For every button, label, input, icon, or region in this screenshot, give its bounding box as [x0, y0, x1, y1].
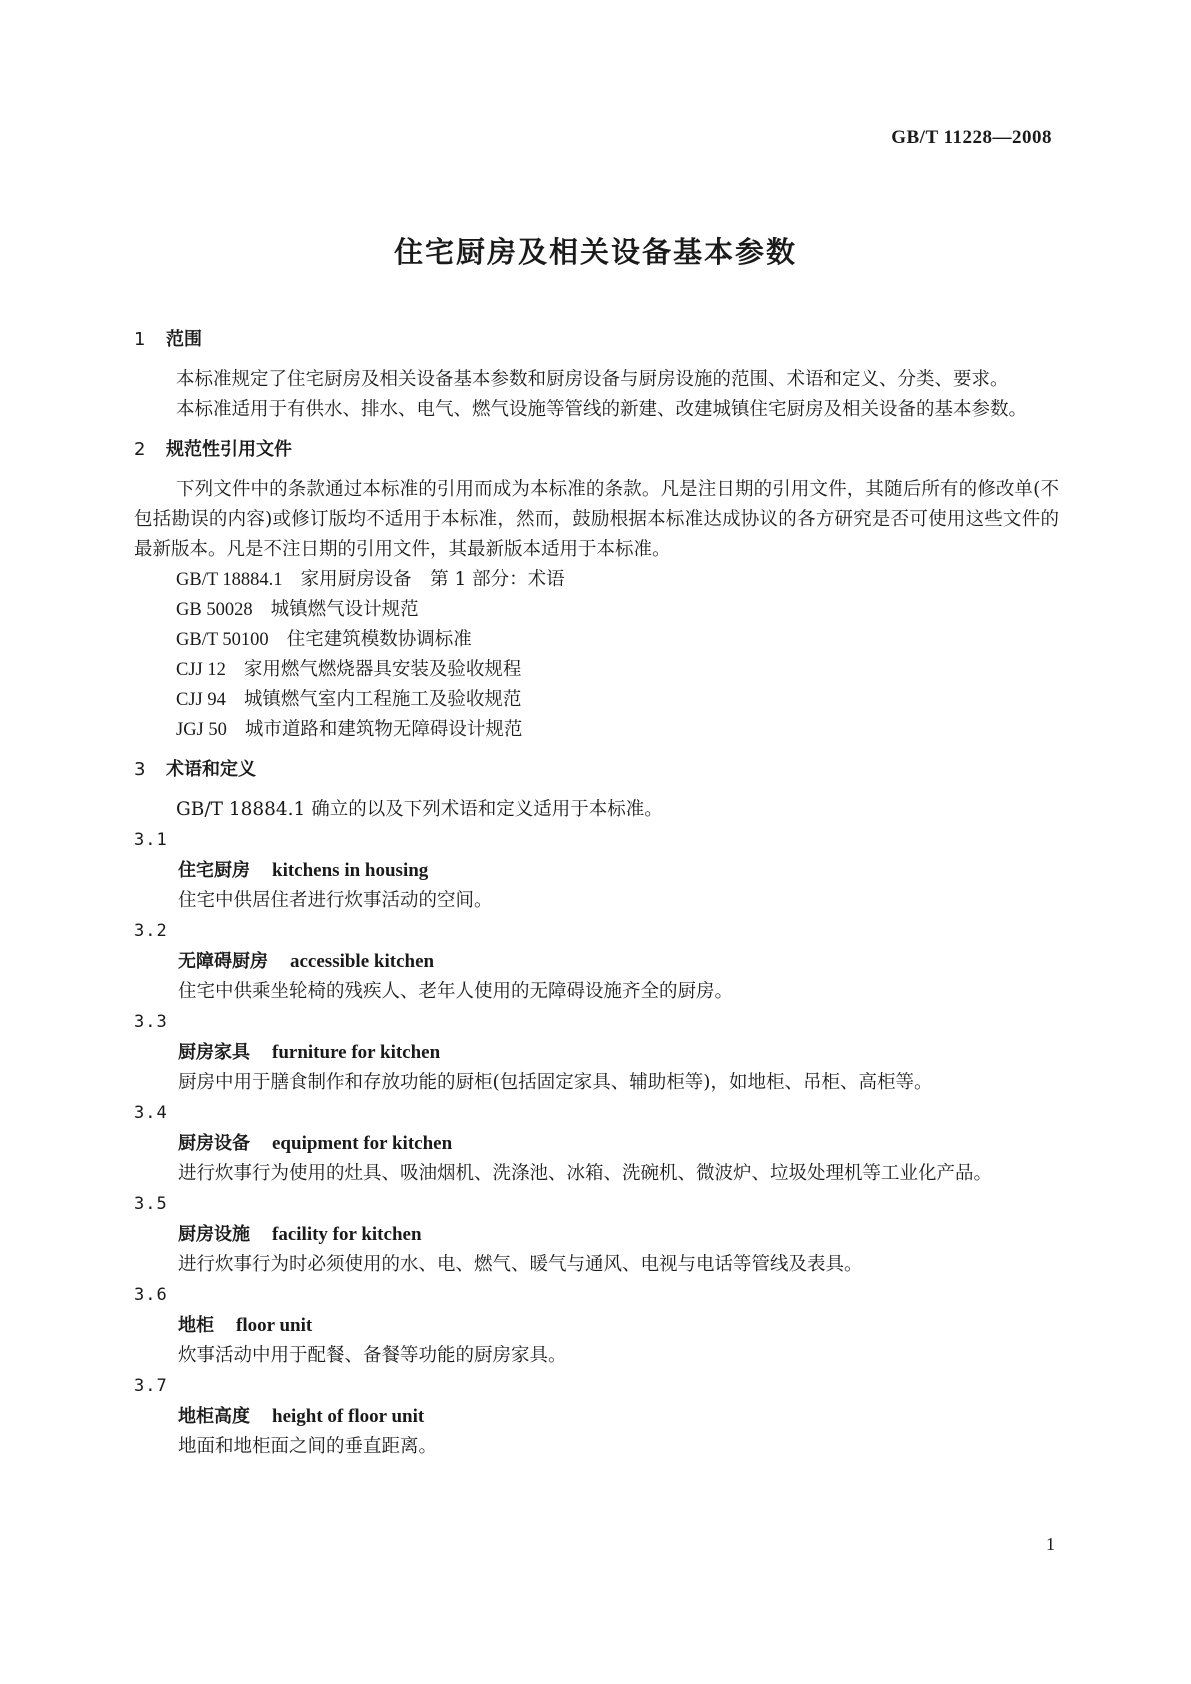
- reference-item: [134, 715, 1059, 745]
- section-title: 规范性引用文件: [166, 439, 292, 460]
- reference-item: [134, 595, 1059, 625]
- term-number: 3.3: [134, 1012, 168, 1032]
- term-definition: 地面和地柜面之间的垂直距离。: [178, 1436, 438, 1457]
- term-name-zh: 厨房家具: [178, 1042, 250, 1063]
- term-name-en: accessible kitchen: [290, 951, 435, 972]
- term-name-zh: 厨房设施: [178, 1224, 250, 1245]
- term-name: [134, 855, 1059, 886]
- term-name: [134, 1128, 1059, 1159]
- term-number: 3.6: [134, 1285, 168, 1305]
- term-name: [134, 1401, 1059, 1432]
- reference-item: [134, 655, 1059, 685]
- paragraph: 本标准规定了住宅厨房及相关设备基本参数和厨房设备与厨房设施的范围、术语和定义、分类、要求。: [176, 369, 1009, 390]
- paragraph: GB/T 18884.1 确立的以及下列术语和定义适用于本标准。: [176, 799, 663, 820]
- reference-item: [134, 685, 1059, 715]
- section-title: 范围: [166, 329, 202, 350]
- reference-name: 城市道路和建筑物无障碍设计规范: [244, 719, 523, 740]
- reference-name: 家用燃气燃烧器具安装及验收规程: [243, 659, 522, 680]
- reference-code: GB/T 50100: [176, 630, 269, 650]
- document-body: [134, 325, 1059, 1462]
- term-number: 3.4: [134, 1103, 168, 1123]
- term-name-zh: 厨房设备: [178, 1133, 250, 1154]
- term-number: 3.1: [134, 830, 168, 850]
- section-number: 3: [134, 759, 146, 780]
- paragraph: 本标准适用于有供水、排水、电气、燃气设施等管线的新建、改建城镇住宅厨房及相关设备的基本参数。: [176, 399, 1028, 420]
- term-name: [134, 1037, 1059, 1068]
- term-definition: 炊事活动中用于配餐、备餐等功能的厨房家具。: [178, 1345, 567, 1366]
- term-name: [134, 1310, 1059, 1341]
- section-title: 术语和定义: [166, 759, 256, 780]
- term-name-en: floor unit: [236, 1315, 313, 1336]
- paragraph: 下列文件中的条款通过本标准的引用而成为本标准的条款。凡是注日期的引用文件，其随后所有的修改单(不包括勘误的内容)或修订版均不适用于本标准，然而，鼓励根据本标准达成协议的各方研究是否可使用这些文件的最新版本。凡是不注日期的引用文件，其最新版本适用于本标准。: [134, 479, 1059, 560]
- section-2-heading: [134, 435, 1059, 465]
- term-name-zh: 无障碍厨房: [178, 951, 268, 972]
- term-definition: 进行炊事行为时必须使用的水、电、燃气、暖气与通风、电视与电话等管线及表具。: [178, 1254, 863, 1275]
- section-number: 2: [134, 439, 146, 460]
- reference-code: JGJ 50: [176, 720, 227, 740]
- term-name: [134, 1219, 1059, 1250]
- page-number: 1: [1046, 1534, 1055, 1554]
- term-name-en: height of floor unit: [272, 1406, 425, 1427]
- section-1-heading: [134, 325, 1059, 355]
- term-name-en: kitchens in housing: [272, 860, 429, 881]
- reference-code: CJJ 12: [176, 660, 226, 680]
- reference-item: [134, 565, 1059, 595]
- reference-name: 城镇燃气室内工程施工及验收规范: [243, 689, 522, 710]
- term-name-en: equipment for kitchen: [272, 1133, 453, 1154]
- term-definition: 厨房中用于膳食制作和存放功能的厨柜(包括固定家具、辅助柜等)，如地柜、吊柜、高柜等。: [178, 1072, 933, 1093]
- term-name-zh: 住宅厨房: [178, 860, 250, 881]
- reference-name: 家用厨房设备 第 1 部分：术语: [300, 569, 565, 590]
- reference-code: CJJ 94: [176, 690, 226, 710]
- document-title: 住宅厨房及相关设备基本参数: [393, 235, 797, 269]
- reference-list: [134, 565, 1059, 745]
- term-definition: 进行炊事行为使用的灶具、吸油烟机、洗涤池、冰箱、洗碗机、微波炉、垃圾处理机等工业化产品。: [178, 1163, 993, 1184]
- reference-name: 住宅建筑模数协调标准: [286, 629, 472, 650]
- term-name-zh: 地柜高度: [178, 1406, 250, 1427]
- section-number: 1: [134, 329, 146, 350]
- term-name-en: furniture for kitchen: [272, 1042, 441, 1063]
- term-number: 3.7: [134, 1376, 168, 1396]
- term-definition: 住宅中供乘坐轮椅的残疾人、老年人使用的无障碍设施齐全的厨房。: [178, 981, 734, 1002]
- standard-number: GB/T 11228—2008: [891, 127, 1052, 148]
- section-3-heading: [134, 755, 1059, 785]
- term-number: 3.5: [134, 1194, 168, 1214]
- term-name-zh: 地柜: [178, 1315, 214, 1336]
- reference-item: [134, 625, 1059, 655]
- term-name-en: facility for kitchen: [272, 1224, 422, 1245]
- term-name: [134, 946, 1059, 977]
- term-definition: 住宅中供居住者进行炊事活动的空间。: [178, 890, 493, 911]
- term-list: [134, 825, 1059, 1462]
- reference-name: 城镇燃气设计规范: [270, 599, 419, 620]
- reference-code: GB 50028: [176, 600, 253, 620]
- reference-code: GB/T 18884.1: [176, 570, 283, 590]
- term-number: 3.2: [134, 921, 168, 941]
